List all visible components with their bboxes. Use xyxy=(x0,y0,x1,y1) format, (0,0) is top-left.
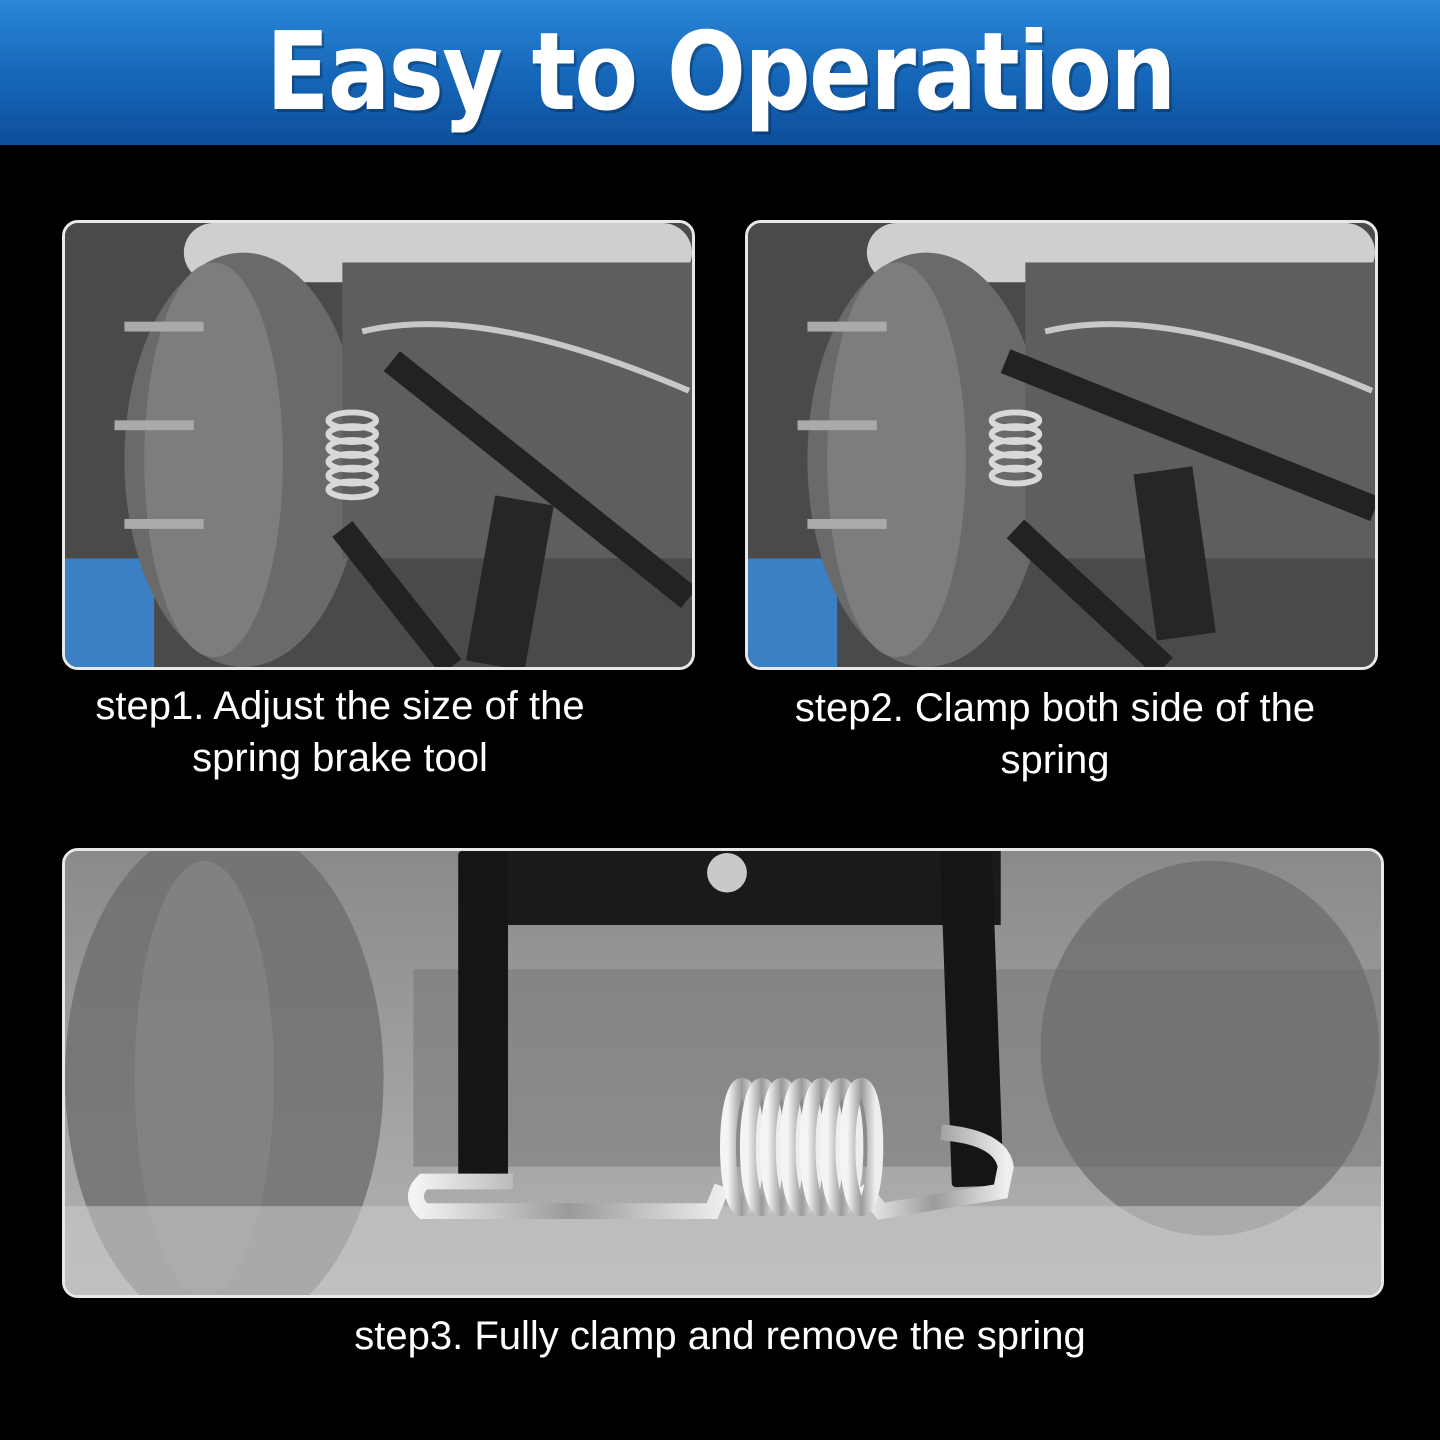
brake-drum-clamp-photo xyxy=(748,223,1375,667)
step1-caption-line1: step1. Adjust the size of the xyxy=(95,684,585,728)
step2-caption xyxy=(740,682,1370,786)
step1-photo xyxy=(62,220,695,670)
step2-photo xyxy=(745,220,1378,670)
brake-drum-photo xyxy=(65,223,692,667)
step3-photo xyxy=(62,848,1384,1298)
step3-caption-line1: step3. Fully clamp and remove the spring xyxy=(354,1314,1086,1358)
step2-caption-line2: spring xyxy=(1000,738,1110,782)
spring-removal-tool-photo xyxy=(65,851,1381,1295)
step1-caption-line2: spring brake tool xyxy=(192,736,488,780)
header-banner xyxy=(0,0,1440,145)
step3-caption xyxy=(0,1310,1440,1362)
page-title: Easy to Operation xyxy=(265,9,1175,135)
step1-caption xyxy=(40,680,640,784)
step2-caption-line1: step2. Clamp both side of the xyxy=(794,686,1316,730)
